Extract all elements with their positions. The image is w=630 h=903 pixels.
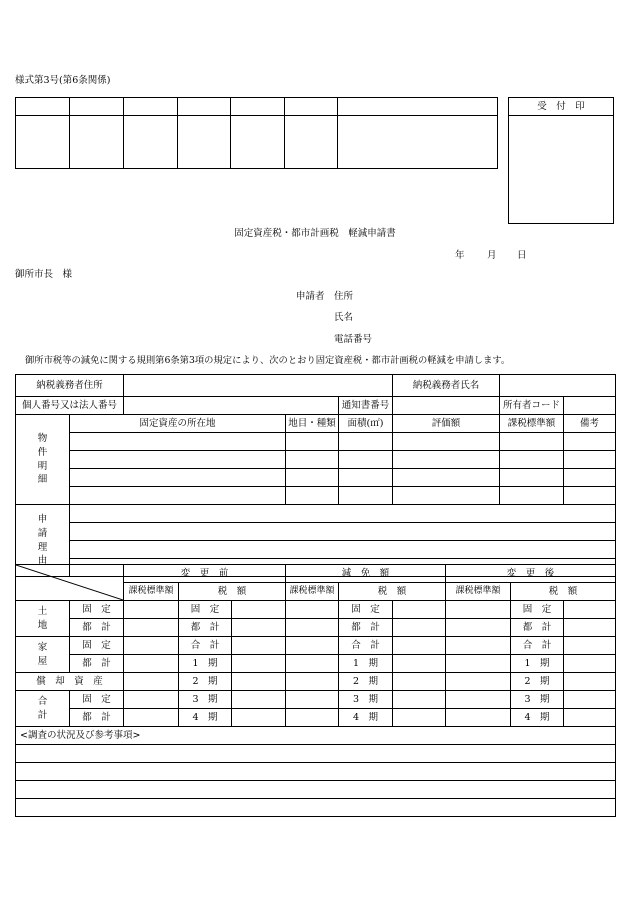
property-header-remarks: 備考 xyxy=(564,415,616,433)
before-tax-field[interactable] xyxy=(232,691,286,709)
reduction-base-field[interactable] xyxy=(286,637,339,655)
top-grid-cell[interactable] xyxy=(338,116,498,169)
reason-label: 申 請 理 由 xyxy=(16,505,70,577)
house-city-label: 都 計 xyxy=(70,655,124,673)
after-tax-field[interactable] xyxy=(564,637,616,655)
property-tax-base-field[interactable] xyxy=(500,487,564,505)
main-table xyxy=(15,374,616,577)
reduction-tax-field[interactable] xyxy=(393,673,446,691)
property-area-field[interactable] xyxy=(339,451,393,469)
property-tax-base-field[interactable] xyxy=(500,469,564,487)
before-sum-label: 合 計 xyxy=(179,637,232,655)
property-label: 物 件 明 細 xyxy=(16,415,70,505)
depreciable-label: 償 却 資 産 xyxy=(16,673,124,691)
property-category-field[interactable] xyxy=(286,433,339,451)
reason-line[interactable] xyxy=(70,523,616,541)
before-tax-field[interactable] xyxy=(232,601,286,619)
land-fixed-label: 固 定 xyxy=(70,601,124,619)
reduction-period4-label: 4 期 xyxy=(339,709,393,727)
before-base-field[interactable] xyxy=(124,637,179,655)
property-location-field[interactable] xyxy=(70,469,286,487)
after-base-field[interactable] xyxy=(446,619,511,637)
total-label: 合 計 xyxy=(16,691,70,727)
survey-line[interactable] xyxy=(16,763,616,781)
stamp-area[interactable] xyxy=(509,116,614,224)
addressee: 御所市長 様 xyxy=(15,269,73,280)
date-year-label: 年 xyxy=(455,250,465,261)
house-fixed-label: 固 定 xyxy=(70,637,124,655)
before-period1-label: 1 期 xyxy=(179,655,232,673)
diagonal-corner-cell xyxy=(16,565,124,601)
after-tax-field[interactable] xyxy=(564,619,616,637)
reduction-base-field[interactable] xyxy=(286,655,339,673)
before-base-field[interactable] xyxy=(124,655,179,673)
top-grid-cell[interactable] xyxy=(285,98,338,116)
before-period4-label: 4 期 xyxy=(179,709,232,727)
taxpayer-name-field[interactable] xyxy=(500,375,616,397)
before-base-field[interactable] xyxy=(124,673,179,691)
after-base-field[interactable] xyxy=(446,709,511,727)
after-period4-label: 4 期 xyxy=(511,709,564,727)
property-tax-base-field[interactable] xyxy=(500,451,564,469)
after-base-header: 課税標準額 xyxy=(446,583,511,601)
property-header-area: 面積(㎡) xyxy=(339,415,393,433)
reduction-period1-label: 1 期 xyxy=(339,655,393,673)
property-remarks-field[interactable] xyxy=(564,433,616,451)
before-tax-field[interactable] xyxy=(232,619,286,637)
before-base-field[interactable] xyxy=(124,601,179,619)
reduction-period3-label: 3 期 xyxy=(339,691,393,709)
after-tax-header: 税 額 xyxy=(511,583,616,601)
after-base-field[interactable] xyxy=(446,655,511,673)
property-remarks-field[interactable] xyxy=(564,487,616,505)
stamp-box xyxy=(508,97,614,224)
taxpayer-address-field[interactable] xyxy=(124,375,393,397)
land-label: 土 地 xyxy=(16,601,70,637)
before-tax-field[interactable] xyxy=(232,709,286,727)
reduction-base-field[interactable] xyxy=(286,673,339,691)
reduction-tax-field[interactable] xyxy=(393,655,446,673)
reduction-base-field[interactable] xyxy=(286,709,339,727)
survey-line[interactable] xyxy=(16,781,616,799)
property-area-field[interactable] xyxy=(339,469,393,487)
diagonal-line xyxy=(16,565,123,600)
owner-code-label: 所有者コード xyxy=(500,397,564,415)
before-base-field[interactable] xyxy=(124,619,179,637)
reduction-base-field[interactable] xyxy=(286,619,339,637)
after-period2-label: 2 期 xyxy=(511,673,564,691)
applicant-address-label: 住所 xyxy=(334,291,354,302)
property-location-field[interactable] xyxy=(70,487,286,505)
before-header: 変 更 前 xyxy=(124,565,286,583)
property-area-field[interactable] xyxy=(339,487,393,505)
reduction-tax-field[interactable] xyxy=(393,601,446,619)
reduction-tax-field[interactable] xyxy=(393,619,446,637)
reduction-tax-header: 税 額 xyxy=(339,583,446,601)
reduction-fixed-label: 固 定 xyxy=(339,601,393,619)
top-grid-cell[interactable] xyxy=(70,98,124,116)
reduction-base-field[interactable] xyxy=(286,691,339,709)
before-period3-label: 3 期 xyxy=(179,691,232,709)
form-number: 様式第3号(第6条関係) xyxy=(15,75,111,86)
property-header-valuation: 評価額 xyxy=(393,415,500,433)
property-valuation-field[interactable] xyxy=(393,487,500,505)
after-period1-label: 1 期 xyxy=(511,655,564,673)
before-city-label: 都 計 xyxy=(179,619,232,637)
before-tax-field[interactable] xyxy=(232,655,286,673)
property-header-category: 地目・種類 xyxy=(286,415,339,433)
top-grid-cell[interactable] xyxy=(231,98,285,116)
before-fixed-label: 固 定 xyxy=(179,601,232,619)
statement: 御所市税等の減免に関する規則第6条第3項の規定により、次のとおり固定資産税・都市計画税の軽減を申請します。 xyxy=(25,355,511,366)
after-tax-field[interactable] xyxy=(564,709,616,727)
reduction-tax-field[interactable] xyxy=(393,709,446,727)
top-grid-cell[interactable] xyxy=(178,116,231,169)
property-category-field[interactable] xyxy=(286,469,339,487)
after-period3-label: 3 期 xyxy=(511,691,564,709)
top-grid xyxy=(15,97,498,169)
notice-number-field[interactable] xyxy=(393,397,500,415)
reduction-city-label: 都 計 xyxy=(339,619,393,637)
after-sum-label: 合 計 xyxy=(511,637,564,655)
notice-number-label: 通知書番号 xyxy=(339,397,393,415)
reduction-period2-label: 2 期 xyxy=(339,673,393,691)
reason-line[interactable] xyxy=(70,505,616,523)
house-label: 家 屋 xyxy=(16,637,70,673)
property-tax-base-field[interactable] xyxy=(500,433,564,451)
taxpayer-address-label: 納税義務者住所 xyxy=(16,375,124,397)
property-remarks-field[interactable] xyxy=(564,469,616,487)
stamp-label: 受 付 印 xyxy=(509,98,614,116)
date-day-label: 日 xyxy=(517,250,527,261)
applicant-name-label: 氏名 xyxy=(334,312,354,323)
reduction-tax-field[interactable] xyxy=(393,691,446,709)
top-grid-cell[interactable] xyxy=(338,98,498,116)
total-city-label: 都 計 xyxy=(70,709,124,727)
survey-line[interactable] xyxy=(16,799,616,817)
after-tax-field[interactable] xyxy=(564,655,616,673)
property-category-field[interactable] xyxy=(286,451,339,469)
property-remarks-field[interactable] xyxy=(564,451,616,469)
reduction-header: 減 免 額 xyxy=(286,565,446,583)
top-grid-cell[interactable] xyxy=(16,98,70,116)
land-city-label: 都 計 xyxy=(70,619,124,637)
after-fixed-label: 固 定 xyxy=(511,601,564,619)
taxpayer-name-label: 納税義務者氏名 xyxy=(393,375,500,397)
survey-label: <調査の状況及び参考事項> xyxy=(16,727,616,745)
property-header-location: 固定資産の所在地 xyxy=(70,415,286,433)
top-grid-cell[interactable] xyxy=(124,98,178,116)
top-grid-cell[interactable] xyxy=(285,116,338,169)
property-header-tax-base: 課税標準額 xyxy=(500,415,564,433)
reduction-sum-label: 合 計 xyxy=(339,637,393,655)
reduction-base-field[interactable] xyxy=(286,601,339,619)
property-location-field[interactable] xyxy=(70,433,286,451)
before-period2-label: 2 期 xyxy=(179,673,232,691)
after-tax-field[interactable] xyxy=(564,691,616,709)
property-category-field[interactable] xyxy=(286,487,339,505)
owner-code-field[interactable] xyxy=(564,397,616,415)
after-city-label: 都 計 xyxy=(511,619,564,637)
after-base-field[interactable] xyxy=(446,637,511,655)
after-base-field[interactable] xyxy=(446,691,511,709)
property-valuation-field[interactable] xyxy=(393,469,500,487)
survey-line[interactable] xyxy=(16,745,616,763)
id-number-field[interactable] xyxy=(124,397,339,415)
top-grid-cell[interactable] xyxy=(16,116,70,169)
top-grid-cell[interactable] xyxy=(231,116,285,169)
before-tax-field[interactable] xyxy=(232,637,286,655)
top-grid-cell[interactable] xyxy=(70,116,124,169)
applicant-phone-label: 電話番号 xyxy=(334,334,373,345)
after-tax-field[interactable] xyxy=(564,673,616,691)
form-title: 固定資産税・都市計画税 軽減申請書 xyxy=(234,228,396,239)
total-fixed-label: 固 定 xyxy=(70,691,124,709)
after-tax-field[interactable] xyxy=(564,601,616,619)
before-tax-field[interactable] xyxy=(232,673,286,691)
applicant-label: 申請者 xyxy=(296,291,325,302)
property-valuation-field[interactable] xyxy=(393,433,500,451)
tax-table xyxy=(15,564,616,817)
before-tax-header: 税 額 xyxy=(179,583,286,601)
top-grid-cell[interactable] xyxy=(124,116,178,169)
after-base-field[interactable] xyxy=(446,673,511,691)
after-header: 変 更 後 xyxy=(446,565,616,583)
reason-line[interactable] xyxy=(70,541,616,559)
after-base-field[interactable] xyxy=(446,601,511,619)
top-grid-cell[interactable] xyxy=(178,98,231,116)
date-month-label: 月 xyxy=(487,250,497,261)
reduction-base-header: 課税標準額 xyxy=(286,583,339,601)
before-base-header: 課税標準額 xyxy=(124,583,179,601)
before-base-field[interactable] xyxy=(124,709,179,727)
property-area-field[interactable] xyxy=(339,433,393,451)
reduction-tax-field[interactable] xyxy=(393,637,446,655)
property-valuation-field[interactable] xyxy=(393,451,500,469)
id-number-label: 個人番号又は法人番号 xyxy=(16,397,124,415)
property-location-field[interactable] xyxy=(70,451,286,469)
before-base-field[interactable] xyxy=(124,691,179,709)
